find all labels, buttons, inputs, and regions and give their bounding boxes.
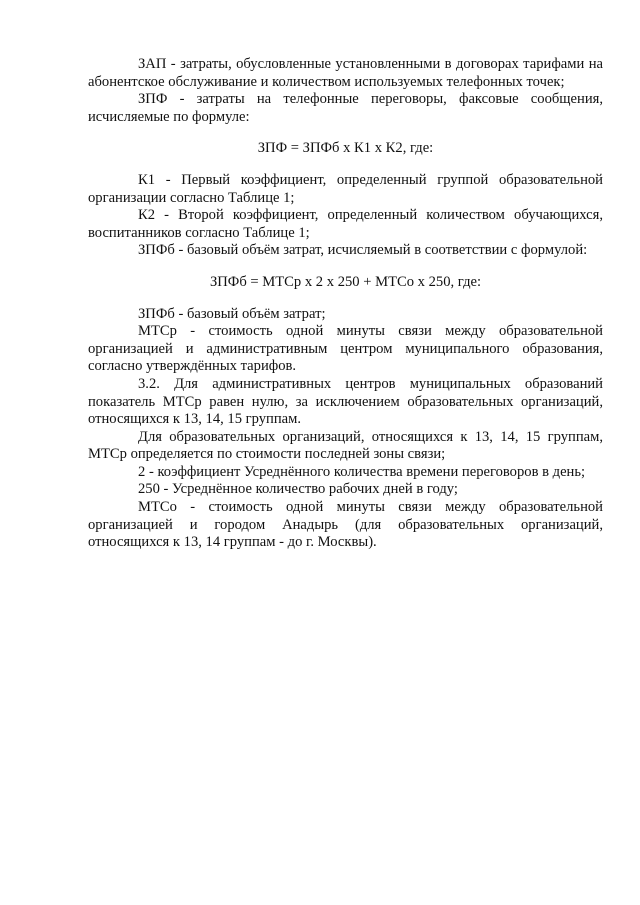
paragraph-section-3-2: 3.2. Для административных центров муниципальных образований показатель МТСр равен нулю, за исключением образовательных организаций, относящихся к 13, 14, 15 группам. [88,375,603,428]
paragraph-zpf-definition: ЗПФ - затраты на телефонные переговоры, факсовые сообщения, исчисляемые по формуле: [88,91,603,125]
paragraph-zpfb-base: ЗПФб - базовый объём затрат; [138,305,326,322]
paragraph-zpfb-definition: ЗПФб - базовый объём затрат, исчисляемый в соответствии с формулой: [138,242,588,259]
paragraph-mtsr-definition: МТСр - стоимость одной минуты связи между образовательной организацией и административным центром муниципального образования, согласно утверждённых тарифов. [88,323,603,375]
paragraph-mtsr-groups: Для образовательных организаций, относящихся к 13, 14, 15 группам, МТСр определяется по стоимости последней зоны связи; [88,428,603,463]
paragraph-k1-definition: К1 - Первый коэффициент, определенный группой образовательной организации согласно Таблице 1; [88,171,603,206]
paragraph-mtso-definition: МТСо - стоимость одной минуты связи между образовательной организацией и городом Анадырь (для образовательных организаций, относящихся к 13, 14 группам - до г. Москвы). [88,499,603,551]
paragraph-k2-definition: К2 - Второй коэффициент, определенный количеством обучающихся, воспитанников согласно Таблице 1; [88,207,603,241]
paragraph-zap-definition: ЗАП - затраты, обусловленные установленными в договорах тарифами на абонентское обслуживание и количеством используемых телефонных точек; [88,56,603,90]
document-page [88,56,603,552]
formula-zpf: ЗПФ = ЗПФб х К1 х К2, где: [257,140,434,157]
formula-zpfb: ЗПФб = МТСр х 2 х 250 + МТСо х 250, где: [209,273,482,290]
paragraph-working-days: 250 - Усреднённое количество рабочих дней в году; [138,481,458,498]
paragraph-coefficient-2: 2 - коэффициент Усреднённого количества времени переговоров в день; [138,463,586,480]
